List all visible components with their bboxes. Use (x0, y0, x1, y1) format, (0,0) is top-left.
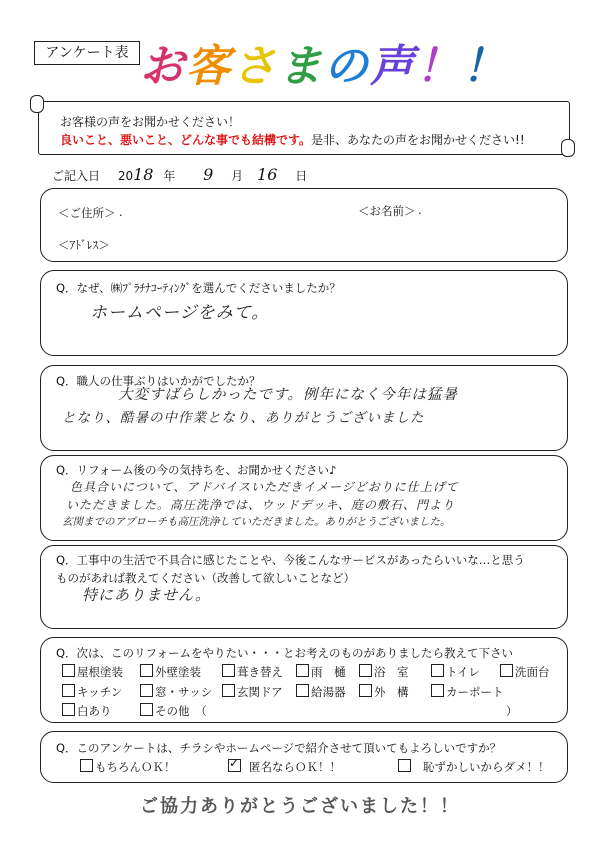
option-ok[interactable] (80, 759, 176, 775)
email-label: ＜ｱﾄﾞﾚｽ＞ (58, 238, 110, 252)
option-wall-paint[interactable] (140, 664, 201, 680)
title-char: の (324, 41, 370, 92)
q3-question: Q．リフォーム後の今の気持ちを、お聞かせください♪ (56, 463, 337, 477)
title-char: ！ (462, 41, 508, 92)
month-label: 月 (231, 169, 244, 183)
checkbox-icon[interactable] (398, 759, 411, 772)
q4-question-line-1: Q．工事中の生活で不具合に感じたことや、今後こんなサービスがあったらいいな…と思う (56, 553, 525, 567)
year-label: 年 (163, 169, 176, 183)
scroll-curl-icon (561, 139, 575, 157)
option-bathroom[interactable] (359, 664, 409, 680)
q4-question-line-2: ものがあれば教えてください（改善して欲しいことなど） (56, 571, 355, 585)
name-field[interactable]: . (418, 203, 422, 217)
option-label: キッチン (77, 685, 123, 699)
option-label: カーポート (446, 685, 504, 699)
option-label: 恥ずかしいからダメ！！ (423, 760, 550, 774)
date-row (52, 165, 307, 184)
option-label: 窓・サッシ (155, 685, 213, 699)
option-label: その他 （ (155, 704, 207, 718)
option-exterior[interactable] (359, 684, 409, 700)
option-label: トイレ (446, 665, 480, 679)
q5-question: Q．次は、このリフォームをやりたい・・・とお考えのものがありましたら教えて下さい (56, 646, 513, 660)
intro-rest: 是非、あなたの声をお聞かせください!! (311, 133, 525, 147)
checkbox-icon[interactable] (62, 703, 75, 716)
option-kitchen[interactable] (62, 684, 122, 700)
address-field[interactable]: . (119, 205, 123, 219)
q6-box (40, 731, 568, 783)
q2-answer-line-2[interactable]: となり、酷暑の中作業となり、ありがとうございました (62, 410, 425, 426)
q3-answer-line-1[interactable]: 色具合いについて、アドバイスいただきイメージどおりに仕上げて (70, 480, 459, 494)
title-char: さ (232, 41, 278, 92)
checkbox-icon[interactable] (140, 664, 153, 677)
survey-tag: アンケート表 (34, 41, 140, 65)
q2-answer-line-1[interactable]: 大変すばらしかったです。例年になく今年は猛暑 (118, 387, 458, 403)
intro-emphasis: 良いこと、悪いこと、どんな事でも結構です。 (60, 133, 312, 147)
q3-answer-line-2[interactable]: いただきました。高圧洗浄では、ウッドデッキ、庭の敷石、門より (66, 498, 456, 512)
checkbox-icon[interactable] (431, 684, 444, 697)
option-window-sash[interactable] (140, 684, 212, 700)
title-char: 声 (370, 41, 416, 92)
checkbox-icon[interactable] (431, 664, 444, 677)
checkbox-icon[interactable] (222, 684, 235, 697)
option-label: 外 構 (374, 685, 409, 699)
option-no[interactable] (398, 759, 550, 775)
checkbox-icon[interactable] (62, 664, 75, 677)
year-prefix: 20 (117, 169, 134, 183)
checkbox-icon[interactable] (296, 684, 309, 697)
checkbox-icon[interactable] (296, 664, 309, 677)
option-label: 葺き替え (237, 665, 283, 679)
checkbox-icon[interactable] (62, 684, 75, 697)
checkbox-icon[interactable] (359, 664, 372, 677)
title-char: ！ (416, 41, 462, 92)
option-label: 外壁塗装 (155, 665, 201, 679)
option-label: 洗面台 (515, 665, 550, 679)
checkbox-icon[interactable] (359, 684, 372, 697)
checkbox-icon[interactable] (500, 664, 513, 677)
option-label: 白あり (77, 704, 112, 718)
checkbox-icon[interactable] (222, 664, 235, 677)
option-label: 給湯器 (311, 685, 346, 699)
q2-question: Q．職人の仕事ぶりはいかがでしたか？ (56, 374, 261, 388)
q3-answer-line-3[interactable]: 玄関までのアプローチも高圧洗浄していただきました。ありがとうございました。 (62, 516, 451, 528)
thanks-message: ご協力ありがとうございました！！ (140, 796, 460, 817)
checkbox-icon[interactable] (140, 684, 153, 697)
checkbox-icon[interactable] (140, 703, 153, 716)
option-label: 浴 室 (374, 665, 409, 679)
option-label: 屋根塗装 (77, 665, 123, 679)
contact-box (40, 188, 568, 262)
option-reroof[interactable] (222, 664, 283, 680)
other-close-paren: ） (506, 704, 518, 718)
q4-answer[interactable]: 特にありません。 (82, 586, 211, 604)
option-label: 匿名ならＯＫ！！ (249, 760, 341, 774)
option-carport[interactable] (431, 684, 504, 700)
day-value[interactable]: 16 (257, 165, 278, 184)
q6-question: Q．このアンケートは、チラシやホームページで紹介させて頂いてもよろしいですか？ (56, 741, 502, 755)
title-char: ま (278, 41, 324, 92)
option-roof-paint[interactable] (62, 664, 123, 680)
intro-line-1: お客様の声をお聞かせください！ (60, 115, 241, 129)
option-water-heater[interactable] (296, 684, 346, 700)
checkbox-checked-icon[interactable] (228, 759, 241, 772)
name-label: ＜お名前＞ (358, 204, 416, 218)
q1-answer[interactable]: ホームページをみて。 (90, 303, 270, 323)
option-label: 玄関ドア (237, 685, 283, 699)
date-label: ご記入日 (52, 169, 101, 183)
title-char: 客 (186, 41, 232, 92)
option-termite[interactable] (62, 703, 112, 719)
option-anonymous-ok[interactable] (228, 759, 341, 775)
day-label: 日 (295, 169, 308, 183)
page-title (140, 30, 508, 94)
option-label: もちろんＯＫ！ (95, 760, 176, 774)
month-value[interactable]: 9 (203, 165, 214, 184)
title-char: お (140, 41, 186, 92)
option-front-door[interactable] (222, 684, 283, 700)
option-gutter[interactable] (296, 664, 346, 680)
intro-line-2 (60, 131, 525, 148)
year-value[interactable]: 18 (133, 165, 154, 184)
checkbox-icon[interactable] (80, 759, 93, 772)
address-label: ＜ご住所＞ (58, 206, 116, 220)
q1-question: Q．なぜ、㈱ﾌﾟﾗﾁﾅｺｰﾃｨﾝｸﾞを選んでくださいましたか？ (56, 281, 341, 295)
option-other[interactable] (140, 703, 207, 719)
option-label: 雨 樋 (311, 665, 346, 679)
option-washbasin[interactable] (500, 664, 550, 680)
option-toilet[interactable] (431, 664, 480, 680)
scroll-curl-icon (30, 95, 44, 113)
